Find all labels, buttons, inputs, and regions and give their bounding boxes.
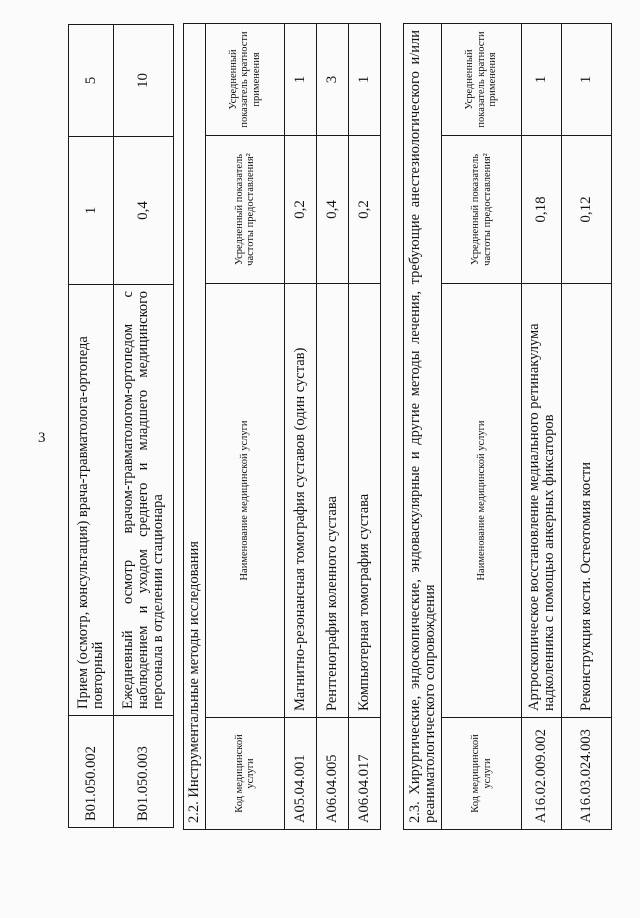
table-row — [522, 23, 562, 829]
code-column-header: Код медицинской услуги — [206, 718, 285, 830]
instrumental-methods-table — [183, 23, 381, 830]
table-row — [349, 23, 381, 829]
multiplicity-value: 10 — [114, 25, 174, 137]
multiplicity-value: 5 — [69, 25, 114, 137]
service-code: A16.02.009.002 — [522, 718, 562, 830]
multiplicity-column-header: Усредненный показатель кратности применения — [442, 23, 522, 135]
service-code: A05.04.001 — [285, 718, 317, 830]
service-name: Реконструкция кости. Остеотомия кости — [562, 284, 612, 718]
frequency-value: 0,4 — [114, 137, 174, 285]
multiplicity-value: 1 — [285, 23, 317, 135]
frequency-value: 0,18 — [522, 136, 562, 284]
service-name: Компьютерная томография сустава — [349, 284, 381, 718]
section-title: 2.2. Инструментальные методы исследования — [184, 23, 206, 829]
multiplicity-value: 3 — [317, 23, 349, 135]
table-row — [562, 23, 612, 829]
multiplicity-value: 1 — [349, 23, 381, 135]
service-name: Прием (осмотр, консультация) врача-травматолога-ортопеда повторный — [69, 285, 114, 716]
service-code: A06.04.005 — [317, 718, 349, 830]
multiplicity-value: 1 — [522, 23, 562, 135]
header-row — [206, 23, 285, 829]
name-column-header: Наименование медицинской услуги — [206, 284, 285, 718]
reception-table — [68, 24, 174, 828]
table-row — [317, 23, 349, 829]
table-row — [114, 25, 174, 828]
frequency-value: 0,12 — [562, 136, 612, 284]
multiplicity-value: 1 — [562, 23, 612, 135]
service-code: A06.04.017 — [349, 718, 381, 830]
name-column-header: Наименование медицинской услуги — [442, 284, 522, 718]
frequency-column-header: Усредненный показатель частоты предоставления² — [206, 136, 285, 284]
multiplicity-column-header: Усредненный показатель кратности применения — [206, 23, 285, 135]
header-row — [442, 23, 522, 829]
surgical-methods-table — [403, 23, 612, 830]
table-row — [69, 25, 114, 828]
service-code: B01.050.003 — [114, 716, 174, 828]
frequency-value: 0,2 — [349, 136, 381, 284]
page-number: 3 — [38, 430, 46, 446]
frequency-value: 0,2 — [285, 136, 317, 284]
frequency-value: 0,4 — [317, 136, 349, 284]
frequency-column-header: Усредненный показатель частоты предоставления² — [442, 136, 522, 284]
service-name: Артроскопическое восстановление медиального ретинакулума надколенника с помощью анкерных фиксаторов — [522, 284, 562, 718]
service-code: B01.050.002 — [69, 716, 114, 828]
frequency-value: 1 — [69, 137, 114, 285]
service-code: A16.03.024.003 — [562, 718, 612, 830]
code-column-header: Код медицинской услуги — [442, 718, 522, 830]
service-name: Ежедневный осмотр врачом-травматологом-ортопедом с наблюдением и уходом среднего и младшего медицинского персонала в отделении стационара — [114, 285, 174, 716]
table-row — [285, 23, 317, 829]
service-name: Рентгенография коленного сустава — [317, 284, 349, 718]
service-name: Магнитно-резонансная томография суставов (один сустав) — [285, 284, 317, 718]
section-title: 2.3. Хирургические, эндоскопические, эндоваскулярные и другие методы лечения, требующие анестезиологического и/или реаниматологического сопровождения — [404, 23, 442, 829]
